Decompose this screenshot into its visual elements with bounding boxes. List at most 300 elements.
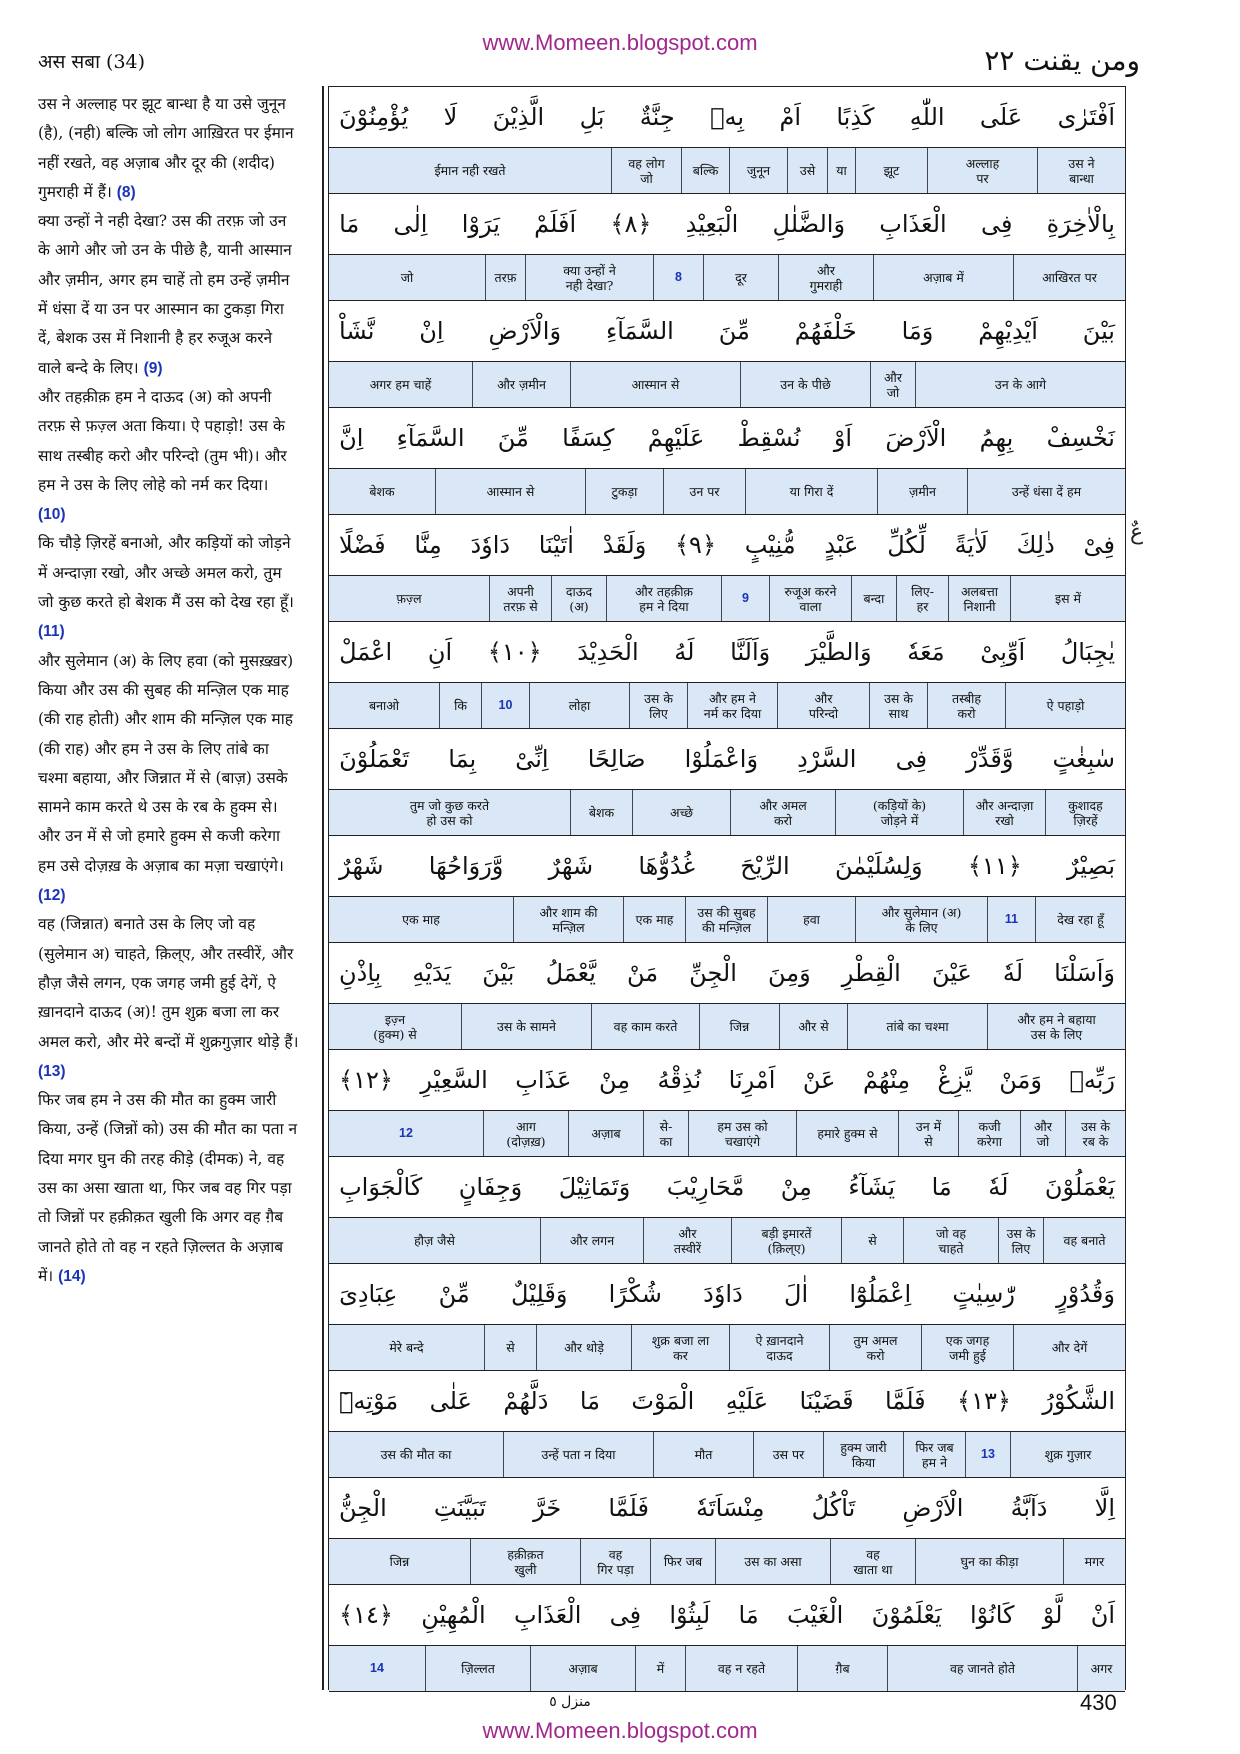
arabic-word: وَمِنَ: [768, 959, 811, 987]
arabic-word: لَهٗ: [1002, 959, 1024, 987]
column-divider: [322, 86, 324, 1690]
arabic-word: فِى: [980, 210, 1013, 238]
word-meaning-cell: और सुलेमान (अ) के लिए: [855, 897, 987, 942]
arabic-word: وَاَسَلْنَا: [1054, 959, 1115, 987]
arabic-word: مَّحَارِيْبَ: [666, 1173, 745, 1201]
arabic-word: دَاوٗدَ: [703, 1280, 743, 1308]
arabic-word: نَخْسِفْ: [1046, 424, 1115, 452]
arabic-word: الْجِنُّ: [339, 1494, 387, 1522]
arabic-word: يَشَآءُ: [848, 1173, 896, 1201]
arabic-word: وَلَقَدْ: [602, 531, 647, 559]
arabic-line: [329, 1050, 1125, 1111]
word-meaning-cell: एक माह: [402, 912, 440, 927]
word-meaning-cell: और हम ने बहाया उस के लिए: [987, 1004, 1125, 1049]
word-meaning-cell: अपनी तरफ़ से: [489, 576, 551, 621]
translation-row: [329, 1218, 1125, 1264]
word-meaning-cell: उन में से: [898, 1111, 958, 1156]
word-meaning-cell: और जो: [1020, 1111, 1065, 1156]
arabic-word: كَانُوْا: [969, 1601, 1015, 1629]
word-meaning-cell: उसे: [787, 148, 827, 193]
translation-row: [329, 469, 1125, 515]
arabic-word: نُذِقْهُ: [657, 1066, 702, 1094]
arabic-word: يَّعْمَلُ: [545, 959, 596, 987]
word-meaning-cell: कि: [439, 683, 481, 728]
arabic-word: اَنِ: [427, 638, 453, 666]
arabic-word: السَّعِيْرِ: [420, 1066, 488, 1094]
arabic-word: شَهْرٌ: [339, 852, 384, 880]
word-meaning-cell: उस की मौत का: [380, 1447, 452, 1462]
arabic-word: رّٰسِيٰتٍ: [952, 1280, 1015, 1308]
arabic-line: [329, 1157, 1125, 1218]
word-meaning-cell: और तस्वीरें: [643, 1218, 731, 1263]
translation-text: वह (जिन्नात) बनाते उस के लिए जो वह (सुलेमान अ) चाहते, क़िल्ए, और तस्वीरें, और हौज़ जैसे लगन, एक जगह जमी हुई देगें, ऐ ख़ानदाने दाऊद (अ)! तुम शुक्र बजा ला कर अमल करो, और मेरे बन्दों में शुक्रगुज़ार थोड़े हैं।: [38, 915, 299, 1051]
arabic-word: ﴿١٤﴾: [339, 1601, 393, 1629]
word-meaning-cell: से: [841, 1218, 903, 1263]
arabic-word: وَالطَّيْرَ: [805, 638, 872, 666]
arabic-word: ﴿١١﴾: [967, 852, 1022, 880]
arabic-word: عَذَابِ: [515, 1066, 572, 1094]
word-meaning-cell: अच्छे: [632, 790, 730, 835]
arabic-word: فَلَمَّا: [608, 1494, 649, 1522]
arabic-word: عَبْدٍ: [824, 531, 859, 559]
arabic-word: لَّوْ: [1042, 1601, 1063, 1629]
arabic-word: وَلِسُلَيْمٰنَ: [834, 852, 923, 880]
word-meaning-cell: ऐ ख़ानदाने दाऊद: [729, 1325, 829, 1370]
word-meaning-cell: शुक्र बजा ला कर: [631, 1325, 729, 1370]
word-meaning-cell: आखिरत पर: [1013, 255, 1125, 300]
arabic-word: اَوْ: [833, 424, 853, 452]
word-meaning-cell: तांबे का चश्मा: [847, 1004, 987, 1049]
arabic-word: مِنْ: [598, 1066, 631, 1094]
word-meaning-cell: और गुमराही: [778, 255, 873, 300]
word-meaning-cell: ऐ पहाड़ो: [1005, 683, 1125, 728]
word-meaning-cell: बेशक: [369, 484, 395, 499]
word-meaning-cell: बनाओ: [368, 698, 400, 713]
ruku-mark: عٌ: [1130, 520, 1144, 545]
arabic-word: الْمَوْتَ: [631, 1387, 695, 1415]
word-meaning-cell: तस्बीह करो: [927, 683, 1005, 728]
word-meaning-cell: इस में: [1010, 576, 1125, 621]
word-meaning-cell: रुजूअ करने वाला: [769, 576, 851, 621]
arabic-word: ذٰلِكَ: [1016, 531, 1055, 559]
arabic-word: مَا: [738, 1601, 759, 1629]
word-meaning-cell: दूर: [703, 255, 778, 300]
arabic-word: بِالْاٰخِرَةِ: [1046, 210, 1115, 238]
arabic-line: [329, 87, 1125, 148]
verse-number-cell: 12: [399, 1126, 413, 1140]
word-meaning-cell: हौज़ जैसे: [414, 1233, 455, 1248]
arabic-word: الْبَعِيْدِ: [685, 210, 739, 238]
word-meaning-cell: तरफ़: [485, 255, 525, 300]
arabic-word: اَفْتَرٰى: [1057, 103, 1115, 131]
arabic-word: بِاِذْنِ: [339, 959, 382, 987]
arabic-word: الْمُهِيْنِ: [421, 1601, 486, 1629]
arabic-word: يَعْمَلُوْنَ: [1044, 1173, 1115, 1201]
arabic-word: لَا: [443, 103, 458, 131]
word-meaning-cell: उस के साथ: [869, 683, 927, 728]
arabic-line: [329, 408, 1125, 469]
translation-paragraph: [38, 647, 300, 911]
arabic-word: بَيْنَ: [482, 959, 515, 987]
arabic-word: وَّقَدِّرْ: [966, 745, 1014, 773]
arabic-line: [329, 301, 1125, 362]
word-meaning-cell: उन्हें पता न दिया: [503, 1432, 653, 1477]
verse-number: (9): [143, 359, 163, 377]
arabic-word: لَاٰيَةً: [954, 531, 988, 559]
word-meaning-cell: (कड़ियों के) जोड़ने में: [835, 790, 963, 835]
word-meaning-cell: अगर हम चाहें: [369, 377, 432, 392]
translation-paragraph: [38, 207, 300, 383]
translation-column: [38, 90, 300, 1685]
word-meaning-cell: जो: [400, 270, 414, 285]
word-meaning-cell: से: [484, 1325, 536, 1370]
translation-text: उस ने अल्लाह पर झूट बान्धा है या उसे जुनून (है), (नही) बल्कि जो लोग आख़िरत पर ईमान नहीं रखते, वह अज़ाब और दूर की (शदीद) गुमराही में हैं।: [38, 95, 294, 201]
arabic-word: اعْمَلْ: [339, 638, 393, 666]
arabic-word: الْجِنِّ: [689, 959, 737, 987]
verse-number: (14): [58, 1267, 86, 1285]
word-meaning-cell: वह खाता था: [830, 1539, 915, 1584]
word-meaning-cell: ज़मीन: [877, 469, 967, 514]
arabic-line: [329, 1585, 1125, 1646]
translation-row: [329, 1004, 1125, 1050]
arabic-word: اِعْمَلُوْٓا: [849, 1280, 912, 1308]
arabic-word: الْاَرْضَ: [885, 424, 947, 452]
translation-paragraph: [38, 90, 300, 207]
word-meaning-cell: जिन्न: [389, 1554, 410, 1569]
arabic-word: مَعَهٗ: [907, 638, 945, 666]
verse-number: (11): [38, 623, 65, 641]
word-meaning-cell: जो वह चाहते: [903, 1218, 998, 1263]
arabic-word: الْعَذَابِ: [879, 210, 947, 238]
arabic-line: [329, 1478, 1125, 1539]
translation-row: [329, 897, 1125, 943]
translation-row: [329, 1646, 1125, 1692]
word-meaning-cell: उन के आगे: [915, 362, 1125, 407]
arabic-word: وَاعْمَلُوْا: [684, 745, 759, 773]
word-meaning-cell: लिए- हर: [896, 576, 948, 621]
arabic-word: اَنْ: [1090, 1601, 1115, 1629]
surah-title-hindi: अस सबा (34): [38, 51, 146, 73]
word-meaning-cell: ज़िल्लत: [425, 1646, 530, 1691]
word-meaning-cell: दाऊद (अ): [551, 576, 606, 621]
arabic-word: ﴿١٢﴾: [339, 1066, 393, 1094]
verse-number-cell: 10: [481, 683, 529, 728]
arabic-word: جِنَّةٌ: [639, 103, 675, 131]
manzil-label: منزل ٥: [549, 1694, 591, 1710]
word-meaning-cell: और अन्दाज़ा रखो: [963, 790, 1045, 835]
site-url-top[interactable]: www.Momeen.blogspot.com: [482, 30, 758, 55]
arabic-word: وَمَا: [901, 317, 934, 345]
word-meaning-cell: उन्हें धंसा दें हम: [967, 469, 1125, 514]
word-meaning-cell: आस्मान से: [435, 469, 585, 514]
arabic-word: بِهٖ: [710, 103, 745, 131]
word-meaning-cell: से- का: [643, 1111, 688, 1156]
word-meaning-cell: उस ने बान्धा: [1037, 148, 1125, 193]
arabic-word: السَّمَآءِ: [605, 317, 674, 345]
word-meaning-cell: अज़ाब: [530, 1646, 635, 1691]
translation-paragraph: [38, 910, 300, 1086]
arabic-line: [329, 622, 1125, 683]
word-meaning-cell: हम उस को चखाएंगे: [688, 1111, 796, 1156]
verse-number-cell: 9: [721, 576, 769, 621]
arabic-word: وَمَنْ: [999, 1066, 1042, 1094]
arabic-word: مِنَّا: [414, 531, 442, 559]
arabic-word: اَيْدِيْهِمْ: [978, 317, 1038, 345]
verse-number-cell: 11: [987, 897, 1035, 942]
arabic-word: الْحَدِيْدَ: [577, 638, 639, 666]
word-meaning-cell: इज़्न (हुक्म) से: [373, 1011, 417, 1042]
arabic-word: فَلَمَّا: [885, 1387, 926, 1415]
arabic-word: الْاَرْضِ: [902, 1494, 964, 1522]
arabic-word: بِهِمُ: [979, 424, 1014, 452]
translation-row: [329, 683, 1125, 729]
site-url-bottom[interactable]: www.Momeen.blogspot.com: [482, 1718, 758, 1743]
word-meaning-cell: और हम ने नर्म कर दिया: [687, 683, 777, 728]
arabic-word: رَبِّهٖ: [1069, 1066, 1115, 1094]
word-meaning-cell: और जो: [870, 362, 915, 407]
arabic-word: فِىْ: [1083, 531, 1115, 559]
verse-number: (8): [116, 183, 136, 201]
arabic-word: مَا: [579, 1387, 600, 1415]
word-meaning-cell: बेशक: [570, 790, 632, 835]
arabic-word: الْعَذَابِ: [513, 1601, 582, 1629]
arabic-word: مِّنْ: [438, 1280, 470, 1308]
translation-row: [329, 362, 1125, 408]
word-meaning-cell: मगर: [1063, 1539, 1125, 1584]
arabic-word: يَّزِغْ: [937, 1066, 972, 1094]
word-meaning-cell: वह बनाते: [1043, 1218, 1125, 1263]
arabic-word: لَبِثُوْا: [669, 1601, 711, 1629]
word-meaning-cell: फिर जब हम ने: [903, 1432, 965, 1477]
arabic-word: مِنْهُمْ: [862, 1066, 911, 1094]
translation-row: [329, 790, 1125, 836]
word-meaning-cell: अल्लाह पर: [927, 148, 1037, 193]
arabic-word: ﴿٨﴾: [610, 210, 652, 238]
word-meaning-cell: उस का असा: [715, 1539, 830, 1584]
word-meaning-cell: और अमल करो: [730, 790, 835, 835]
word-meaning-cell: आग (दोज़ख़): [483, 1111, 568, 1156]
word-meaning-cell: और लगन: [540, 1218, 643, 1263]
arabic-word: شَهْرٌ: [548, 852, 594, 880]
word-meaning-cell: और थोड़े: [536, 1325, 631, 1370]
arabic-word: فَضْلًا: [339, 531, 386, 559]
translation-row: [329, 148, 1125, 194]
word-meaning-cell: आस्मान से: [570, 362, 740, 407]
arabic-word: اَوِّبِىْ: [980, 638, 1026, 666]
word-meaning-cell: या: [827, 148, 855, 193]
arabic-word: الْقِطْرِ: [841, 959, 901, 987]
arabic-word: صَالِحًا: [587, 745, 646, 773]
arabic-word: اِنِّىْ: [515, 745, 549, 773]
word-meaning-cell: उस के लिए: [629, 683, 687, 728]
translation-paragraph: [38, 383, 300, 529]
translation-paragraph: [38, 529, 300, 646]
arabic-word: مَا: [931, 1173, 952, 1201]
word-meaning-cell: मौत: [653, 1432, 753, 1477]
arabic-word: السَّرْدِ: [797, 745, 857, 773]
translation-text: और सुलेमान (अ) के लिए हवा (को मुसख़्ख़र) किया और उस की सुबह की मन्ज़िल एक माह (की राह होती) और शाम की मन्ज़िल एक माह (की राह) और हम ने उस के लिए तांबे का चश्मा बहाया, और जिन्नात में से (बाज़) उसके सामने काम करते थे उस के रब के हुक्म से। और उन में से जो हमारे हुक्म से कजी करेगा हम उसे दोज़ख़ के अज़ाब का मज़ा चखाएंगे।: [38, 651, 294, 875]
arabic-word: دَاوٗدَ: [470, 531, 511, 559]
word-meaning-cell: उन पर: [663, 469, 745, 514]
arabic-word: وَقُدُوْرٍ: [1056, 1280, 1115, 1308]
word-meaning-cell: घुन का कीड़ा: [915, 1539, 1063, 1584]
arabic-word: السَّمَآءِ: [396, 424, 465, 452]
arabic-word: لَهٗ: [988, 1173, 1009, 1201]
word-meaning-cell: फिर जब: [650, 1539, 715, 1584]
translation-row: [329, 255, 1125, 301]
arabic-word: غُدُوُّهَا: [638, 852, 696, 880]
arabic-word: عَيْنَ: [931, 959, 972, 987]
page-number: 430: [1080, 1690, 1117, 1715]
arabic-word: وَالضَّلٰلِ: [772, 210, 846, 238]
arabic-word: عَلَيْهِمْ: [647, 424, 705, 452]
arabic-word: الرِّيْحَ: [740, 852, 790, 880]
verse-number-cell: 13: [965, 1432, 1010, 1477]
arabic-line: [329, 194, 1125, 255]
arabic-word: اَفَلَمْ: [534, 210, 577, 238]
word-meaning-cell: टुकड़ा: [585, 469, 663, 514]
verse-number-cell: 14: [370, 1661, 384, 1675]
word-meaning-cell: मेरे बन्दे: [389, 1340, 424, 1355]
arabic-word: اِنْ: [419, 317, 444, 345]
word-meaning-cell: लोहा: [529, 683, 629, 728]
word-meaning-cell: बन्दा: [851, 576, 896, 621]
translation-row: [329, 1432, 1125, 1478]
arabic-word: مِّنَ: [497, 424, 529, 452]
arabic-word: دَلَّهُمْ: [503, 1387, 549, 1415]
arabic-word: مِنْ: [780, 1173, 812, 1201]
word-meaning-cell: ईमान नही रखते: [434, 163, 506, 178]
word-meaning-cell: जिन्न: [699, 1004, 779, 1049]
arabic-word: وَالْاَرْضِ: [488, 317, 562, 345]
arabic-word: دَآبَّةُ: [1010, 1494, 1048, 1522]
arabic-word: مَنْ: [626, 959, 659, 987]
arabic-word: عَلَى: [979, 103, 1023, 131]
arabic-word: وَجِفَانٍ: [458, 1173, 523, 1201]
word-meaning-cell: कजी करेगा: [958, 1111, 1020, 1156]
translation-paragraph: [38, 1086, 300, 1291]
word-meaning-cell: और ज़मीन: [472, 362, 570, 407]
arabic-word: لِّكُلِّ: [887, 531, 926, 559]
word-meaning-cell: और देगें: [1013, 1325, 1125, 1370]
arabic-word: تَعْمَلُوْنَ: [339, 745, 410, 773]
arabic-word: شُكْرًا: [608, 1280, 662, 1308]
translation-row: [329, 1325, 1125, 1371]
arabic-word: عَلَيْهِ: [725, 1387, 769, 1415]
word-meaning-cell: अज़ाब: [568, 1111, 643, 1156]
arabic-word: الشَّكُوْرُ: [1042, 1387, 1115, 1415]
word-meaning-cell: बड़ी इमारतें (क़िल्ए): [731, 1218, 841, 1263]
word-meaning-cell: हवा: [767, 897, 855, 942]
arabic-word: يَدَيْهِ: [412, 959, 452, 987]
arabic-word: اِلَّا: [1094, 1494, 1115, 1522]
word-meaning-cell: जुनून: [729, 148, 787, 193]
arabic-word: مَا: [339, 210, 360, 238]
verse-number: (10): [38, 506, 66, 524]
arabic-line: [329, 1264, 1125, 1325]
arabic-word: اِلٰى: [393, 210, 428, 238]
word-meaning-cell: हुक्म जारी किया: [823, 1432, 903, 1477]
translation-row: [329, 1111, 1125, 1157]
word-meaning-cell: या गिरा दें: [745, 469, 877, 514]
word-meaning-cell: और तहक़ीक़ हम ने दिया: [606, 576, 721, 621]
word-meaning-cell: वह न रहते: [685, 1646, 797, 1691]
word-meaning-cell: वह गिर पड़ा: [580, 1539, 650, 1584]
arabic-word: اٰلَ: [784, 1280, 809, 1308]
arabic-word: عِبَادِىَ: [339, 1280, 398, 1308]
arabic-word: يُؤْمِنُوْنَ: [339, 103, 409, 131]
arabic-word: خَلْفَهُمْ: [794, 317, 857, 345]
translation-row: [329, 576, 1125, 622]
word-meaning-cell: वह जानते होते: [887, 1646, 1077, 1691]
arabic-word: عَنْ: [802, 1066, 836, 1094]
word-meaning-cell: एक माह: [623, 897, 685, 942]
juz-title-arabic: ومن يقنت ٢٢: [984, 44, 1140, 77]
translation-row: [329, 1539, 1125, 1585]
arabic-word: كَالْجَوَابِ: [339, 1173, 423, 1201]
translation-text: और तहक़ीक़ हम ने दाऊद (अ) को अपनी तरफ़ से फ़ज़्ल अता किया। ऐ पहाड़ो! उस के साथ तस्बीह करो और परिन्दो (तुम भी)। और हम ने उस के लिए लोहे को नर्म कर दिया।: [38, 387, 287, 494]
word-meaning-cell: तुम अमल करो: [829, 1325, 921, 1370]
word-meaning-cell: उस के लिए: [998, 1218, 1043, 1263]
arabic-word: يٰجِبَالُ: [1060, 638, 1115, 666]
arabic-line: [329, 515, 1125, 576]
arabic-word: بَيْنَ: [1082, 317, 1115, 345]
word-meaning-cell: उस की सुबह की मन्ज़िल: [685, 897, 767, 942]
word-meaning-cell: शुक्र गुज़ार: [1010, 1432, 1125, 1477]
arabic-word: اِنَّ: [339, 424, 364, 452]
word-by-word-grid: [328, 86, 1126, 1690]
word-meaning-cell: अलबत्ता निशानी: [948, 576, 1010, 621]
translation-text: फिर जब हम ने उस की मौत का हुक्म जारी किया, उन्हें (जिन्नों को) उस की मौत का पता न दिया मगर घुन की तरह कीड़े (दीमक) ने, वह उस का असा खाता था, फिर जब वह गिर पड़ा तो जिन्नों पर हक़ीक़त खुली कि अगर वह ग़ैब जानते होते तो वह न रहते ज़िल्लत के अज़ाब में।: [38, 1091, 298, 1285]
translation-text: कि चौड़े ज़िरहें बनाओ, और कड़ियों को जोड़ने में अन्दाज़ा रखो, और अच्छे अमल करो, तुम जो कुछ करते हो बेशक मैं उस को देख रहा हूँ।: [38, 534, 294, 612]
arabic-line: [329, 943, 1125, 1004]
word-meaning-cell: और से: [779, 1004, 847, 1049]
word-meaning-cell: झूट: [855, 148, 927, 193]
arabic-word: سٰبِغٰتٍ: [1052, 745, 1115, 773]
word-meaning-cell: उस के रब के: [1065, 1111, 1125, 1156]
arabic-word: الْغَيْبَ: [786, 1601, 844, 1629]
word-meaning-cell: और परिन्दो: [777, 683, 869, 728]
arabic-word: لَهُ: [674, 638, 695, 666]
arabic-line: [329, 729, 1125, 790]
verse-number: (12): [38, 887, 66, 905]
arabic-word: ﴿٩﴾: [674, 531, 716, 559]
verse-number: (13): [38, 1062, 66, 1080]
arabic-word: نَّشَاْ: [339, 317, 375, 345]
word-meaning-cell: तुम जो कुछ करते हो उस को: [409, 797, 490, 828]
arabic-word: وَّرَوَاحُهَا: [428, 852, 504, 880]
arabic-word: الَّذِيْنَ: [492, 103, 545, 131]
word-meaning-cell: अज़ाब में: [873, 255, 1013, 300]
word-meaning-cell: क्या उन्हों ने नही देखा?: [525, 255, 653, 300]
word-meaning-cell: एक जगह जमी हुई: [921, 1325, 1013, 1370]
verse-number-cell: 8: [653, 255, 703, 300]
word-meaning-cell: फ़ज़्ल: [396, 591, 422, 606]
arabic-word: يَرَوْا: [461, 210, 500, 238]
arabic-word: مِنْسَاَتَهٗ: [696, 1494, 765, 1522]
arabic-word: اَمْ: [779, 103, 801, 131]
arabic-word: بَصِيْرٌ: [1067, 852, 1115, 880]
word-meaning-cell: उस पर: [753, 1432, 823, 1477]
arabic-word: قَضَيْنَا: [799, 1387, 854, 1415]
arabic-word: يَعْلَمُوْنَ: [871, 1601, 942, 1629]
word-meaning-cell: हमारे हुक्म से: [796, 1111, 898, 1156]
arabic-word: كَذِبًا: [836, 103, 875, 131]
word-meaning-cell: देख रहा हूँ: [1035, 897, 1125, 942]
translation-text: क्या उन्हों ने नही देखा? उस की तरफ़ जो उन के आगे और जो उन के पीछे है, यानी आस्मान और ज़मीन, अगर हम चाहें तो हम उन्हें ज़मीन में धंसा दें या उन पर आस्मान का टुकड़ा गिरा दें, बेशक उस में निशानी है हर रुजूअ करने वाले बन्दे के लिए।: [38, 212, 292, 377]
word-meaning-cell: उन के पीछे: [740, 362, 870, 407]
arabic-word: تَاْكُلُ: [811, 1494, 856, 1522]
